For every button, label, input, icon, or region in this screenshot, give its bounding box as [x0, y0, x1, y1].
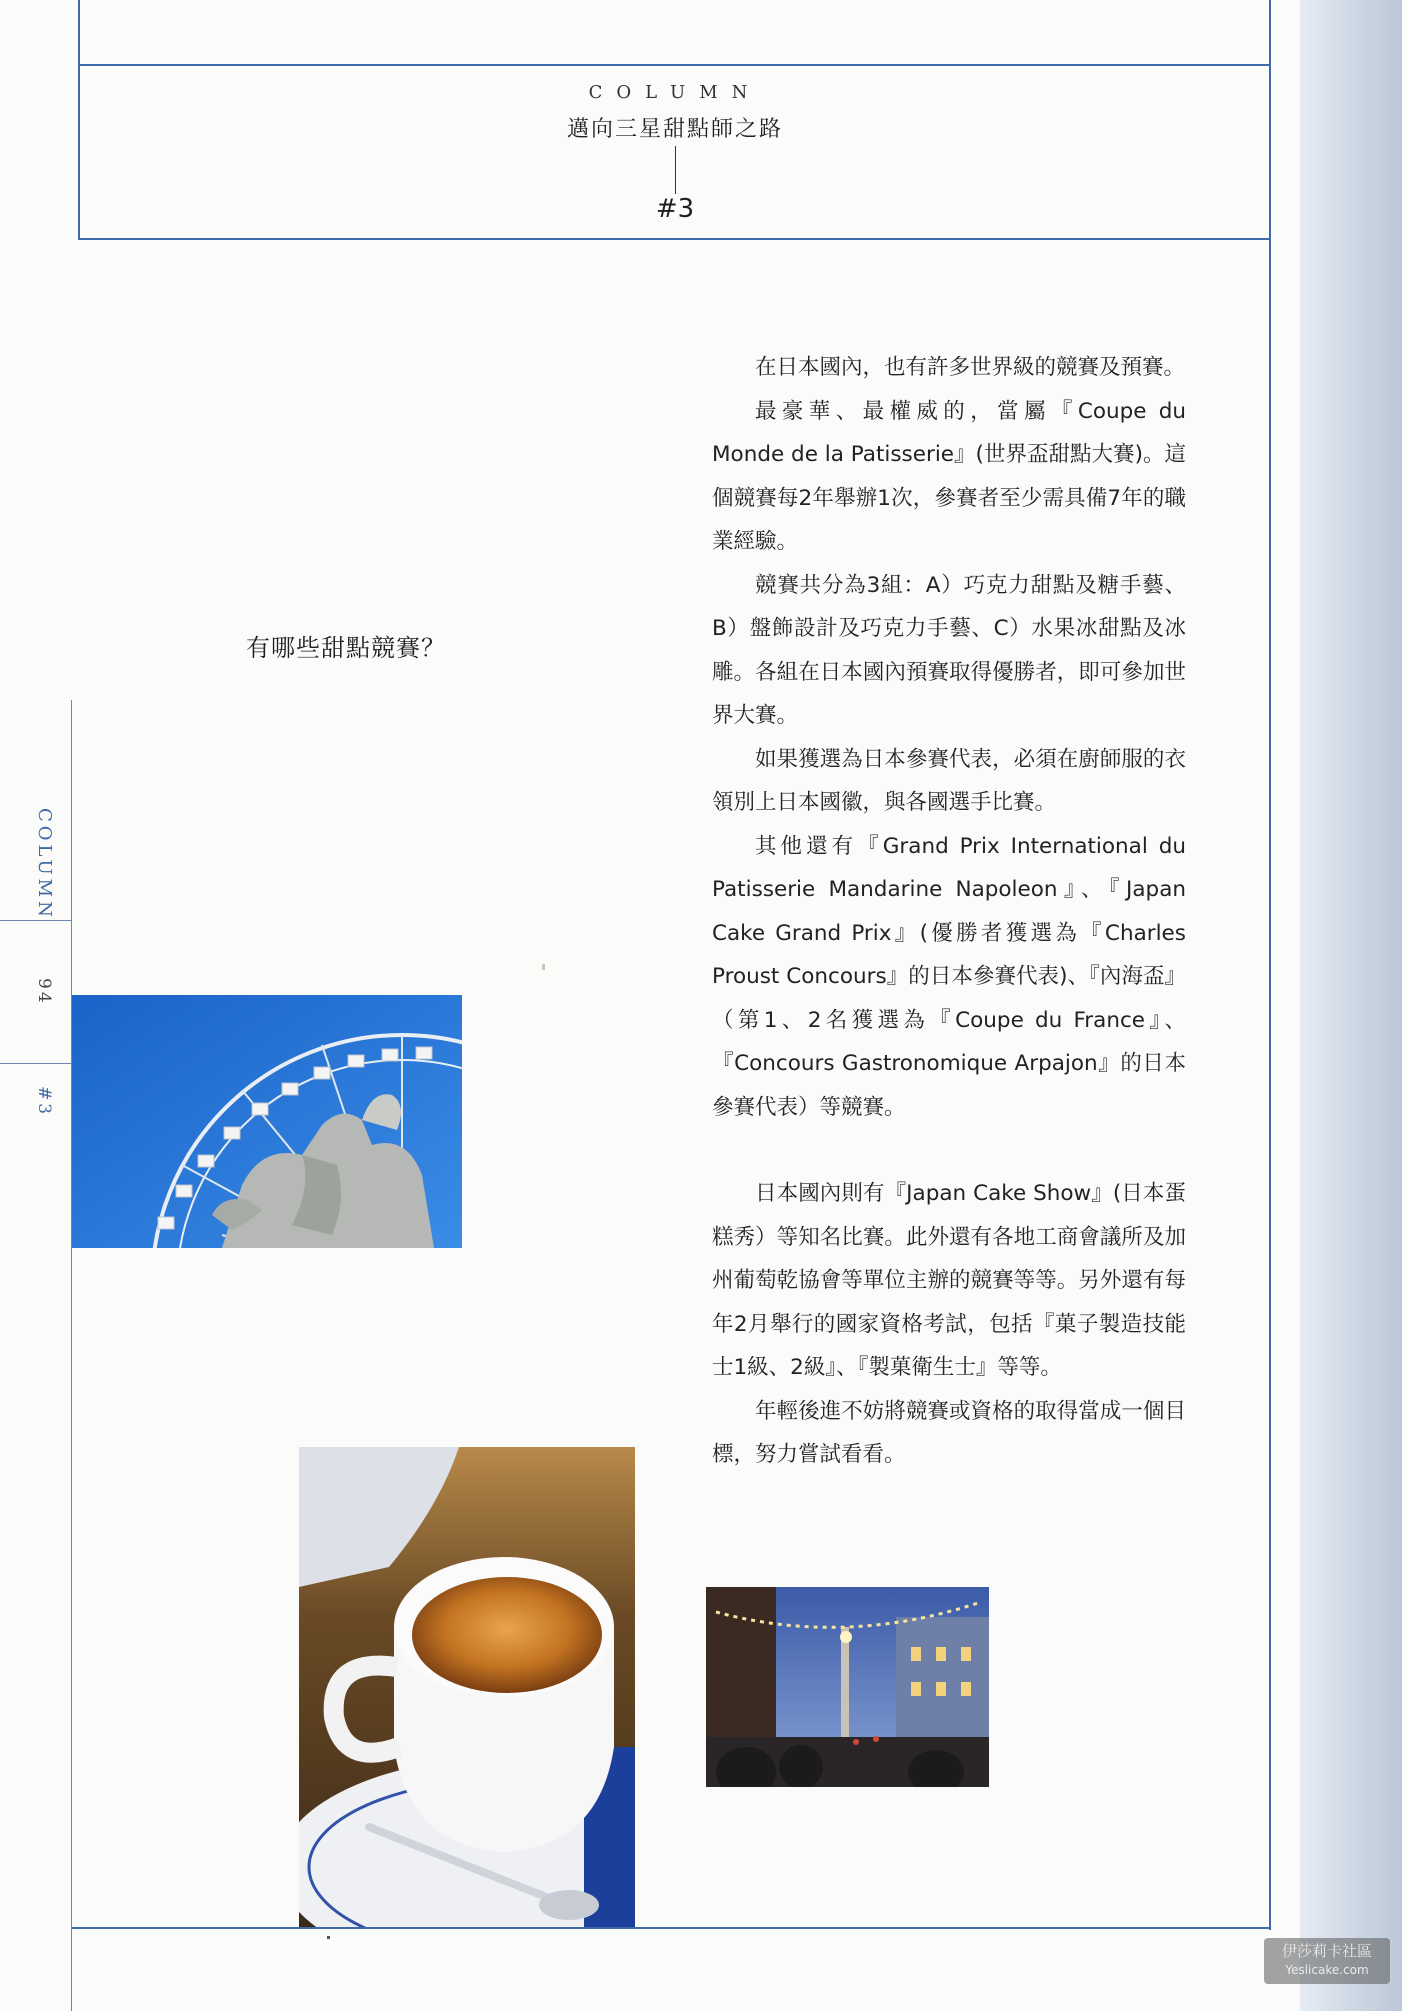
article-paragraph: 如果獲選為日本參賽代表，必須在廚師服的衣領別上日本國徽，與各國選手比賽。	[712, 746, 1186, 815]
margin-rule	[71, 700, 72, 2011]
site-watermark	[1264, 1938, 1390, 1984]
side-tab-page: 94	[34, 978, 54, 1006]
article-paragraph: 其他還有『Grand Prix International du Patisserie Mandarine Napoleon』、『Japan Cake Grand Prix』(優勝者獲選為『Charles Proust Concours』的日本參賽代表)、『內海盃』（第1、2名獲選為『Coupe du France』、『Concours Gastronomique Arpajon』的日本參賽代表）等競賽。	[712, 833, 1186, 1120]
article-paragraph: 競賽共分為3組：A）巧克力甜點及糖手藝、B）盤飾設計及巧克力手藝、C）水果冰甜點及冰雕。各組在日本國內預賽取得優勝者，即可參加世界大賽。	[712, 572, 1186, 728]
frame-right-rule	[1269, 0, 1271, 1930]
footer-rule	[72, 1927, 1271, 1929]
header-bottom-rule	[78, 238, 1271, 240]
paris-street-night-photo	[706, 1587, 989, 1787]
article-paragraph: 在日本國內，也有許多世界級的競賽及預賽。	[755, 355, 1186, 380]
article-paragraph: 最豪華、最權威的，當屬『Coupe du Monde de la Patisserie』(世界盃甜點大賽)。這個競賽每2年舉辦1次，參賽者至少需具備7年的職業經驗。	[712, 398, 1186, 554]
article-paragraph: 年輕後進不妨將競賽或資格的取得當成一個目標，努力嘗試看看。	[712, 1398, 1186, 1467]
column-label: COLUMN	[588, 82, 762, 103]
header-stem	[675, 146, 676, 194]
watermark-line-1: 伊莎莉卡社區	[1281, 1942, 1372, 1960]
side-tab-divider-2	[0, 1063, 72, 1064]
article-body	[712, 346, 1186, 1477]
coffee-cup-photo	[299, 1447, 635, 1927]
side-tab-label: COLUMN	[34, 808, 55, 921]
frame-left-rule	[78, 0, 80, 240]
section-heading: 有哪些甜點競賽？	[246, 634, 446, 662]
article-paragraph: 日本國內則有『Japan Cake Show』(日本蛋糕秀）等知名比賽。此外還有各地工商會議所及加州葡萄乾協會等單位主辦的競賽等等。另外還有每年2月舉行的國家資格考試，包括『菓子製造技能士1級、2級』、『製菓衛生士』等等。	[712, 1181, 1186, 1380]
header-top-rule	[78, 64, 1271, 66]
page-edge	[1300, 0, 1402, 2011]
column-number: #3	[655, 194, 695, 224]
watermark-line-2: Yeslicake.com	[1285, 1963, 1369, 1977]
column-title: 邁向三星甜點師之路	[566, 117, 783, 142]
ferris-wheel-statue-photo	[72, 995, 462, 1248]
margin-dot	[327, 1936, 330, 1939]
margin-dot	[542, 964, 545, 970]
side-tab-number: #3	[34, 1086, 54, 1118]
